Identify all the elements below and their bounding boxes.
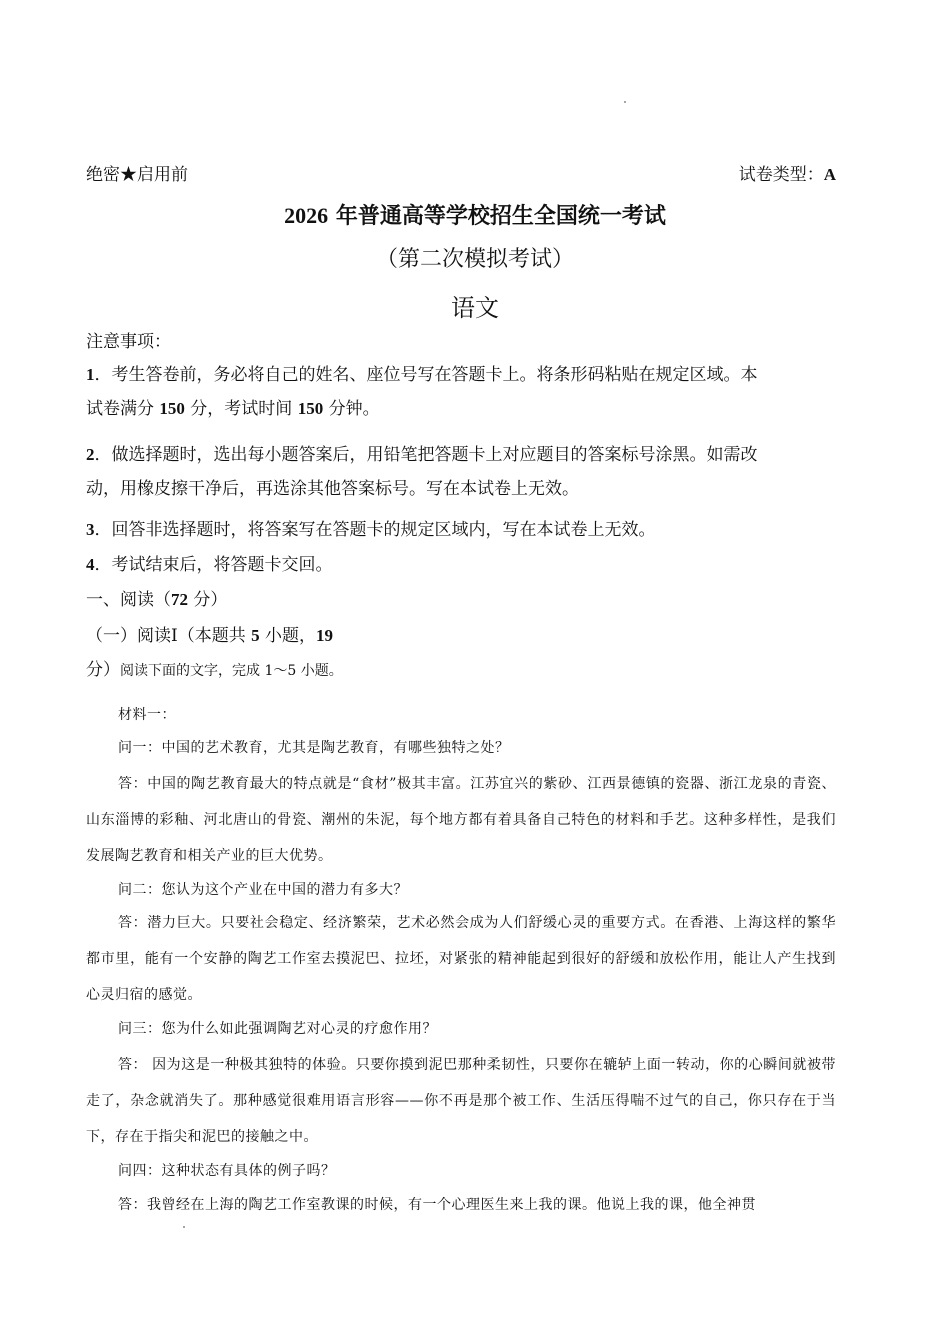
interview-answer-2: 答：潜力巨大。只要社会稳定、经济繁荣，艺术必然会成为人们舒缓心灵的重要方式。在香港、上海这样的繁华都市里，能有一个安静的陶艺工作室去摸泥巴、拉坯，对紧张的精神能起到很好的舒缓和放松作用，能让人产生找到心灵归宿的感觉。: [86, 915, 836, 1003]
section-heading: [86, 583, 836, 617]
paper-type-value: A: [823, 165, 836, 184]
subsection-heading: [86, 619, 836, 653]
notice-item-4: [86, 548, 836, 582]
section-heading-text: 分）: [188, 590, 228, 610]
notice-text: 动，用橡皮擦干净后，再选涂其他答案标号。写在本试卷上无效。: [86, 479, 579, 499]
notice-text: ．考生答卷前，务必将自己的姓名、座位号写在答题卡上。将条形码粘贴在规定区域。本: [94, 365, 758, 385]
interview-answer-4: 答：我曾经在上海的陶艺工作室教课的时候，有一个心理医生来上我的课。他说上我的课，他全神贯: [118, 1197, 756, 1213]
exam-title: [0, 199, 950, 230]
interview-question-2: 问二：您认为这个产业在中国的潜力有多大？: [118, 882, 408, 898]
bottom-mark: [183, 1226, 185, 1228]
exam-title-text: 年普通高等学校招生全国统一考试: [335, 203, 666, 229]
material-label: 材料一：: [118, 707, 176, 723]
notice-text: ．考试结束后，将答题卡交回。: [94, 555, 333, 575]
notice-num: 1: [86, 365, 95, 384]
exam-year: 2026: [284, 203, 329, 228]
notice-text: ．做选择题时，选出每小题答案后，用铅笔把答题卡上对应题目的答案标号涂黑。如需改: [94, 445, 758, 465]
paper-type: [739, 160, 836, 185]
interview-question-3: 问三：您为什么如此强调陶艺对心灵的疗愈作用？: [118, 1021, 437, 1037]
section-score: 72: [171, 590, 188, 609]
interview-question-1: 问一：中国的艺术教育，尤其是陶艺教育，有哪些独特之处？: [118, 740, 510, 756]
notice-num: 3: [86, 520, 95, 539]
interview-answer-3: 答： 因为这是一种极其独特的体验。只要你摸到泥巴那种柔韧性，只要你在辘轳上面一转动，你的心瞬间就被带走了，杂念就消失了。那种感觉很难用语言形容——你不再是那个被工作、生活压得喘不过气的自己，你只存在于当下，存在于指尖和泥巴的接触之中。: [86, 1057, 836, 1145]
subsection-text: 分）: [86, 660, 120, 680]
notice-num: 2: [86, 445, 95, 464]
full-score: 150: [159, 399, 185, 418]
notice-text: ．回答非选择题时，将答案写在答题卡的规定区域内，写在本试卷上无效。: [94, 520, 656, 540]
confidential-label: 绝密★启用前: [86, 165, 188, 185]
notice-heading: 注意事项：: [86, 332, 171, 352]
exam-subtitle: （第二次模拟考试）: [375, 247, 574, 272]
notice-item-3: [86, 513, 836, 547]
interview-question-4: 问四：这种状态有具体的例子吗？: [118, 1163, 336, 1179]
paper-type-label: 试卷类型：: [738, 165, 824, 185]
subsection-text: （一）阅读Ⅰ（本题共: [86, 626, 252, 646]
subsection-score: 19: [316, 626, 334, 645]
top-mark: [624, 101, 626, 103]
notice-num: 4: [86, 555, 95, 574]
section-heading-text: 一、阅读（: [86, 590, 171, 610]
reading-instruction: 阅读下面的文字，完成 1～5 小题。: [120, 663, 343, 679]
notice-item-1: [86, 358, 836, 426]
notice-text: 试卷满分: [86, 399, 160, 419]
question-count: 5: [251, 626, 260, 645]
exam-time: 150: [297, 399, 324, 418]
notice-text: 分钟。: [323, 399, 380, 419]
subsection-text: 小题，: [259, 626, 317, 646]
notice-item-2: [86, 438, 836, 506]
subject-title: 语文: [451, 294, 499, 322]
interview-answer-1: 答：中国的陶艺教育最大的特点就是“食材”极其丰富。江苏宜兴的紫砂、江西景德镇的瓷器、浙江龙泉的青瓷、山东淄博的彩釉、河北唐山的骨瓷、潮州的朱泥，每个地方都有着具备自己特色的材料和手艺。这种多样性，是我们发展陶艺教育和相关产业的巨大优势。: [86, 776, 836, 864]
subsection-continuation: [86, 653, 836, 688]
notice-text: 分，考试时间: [184, 399, 298, 419]
